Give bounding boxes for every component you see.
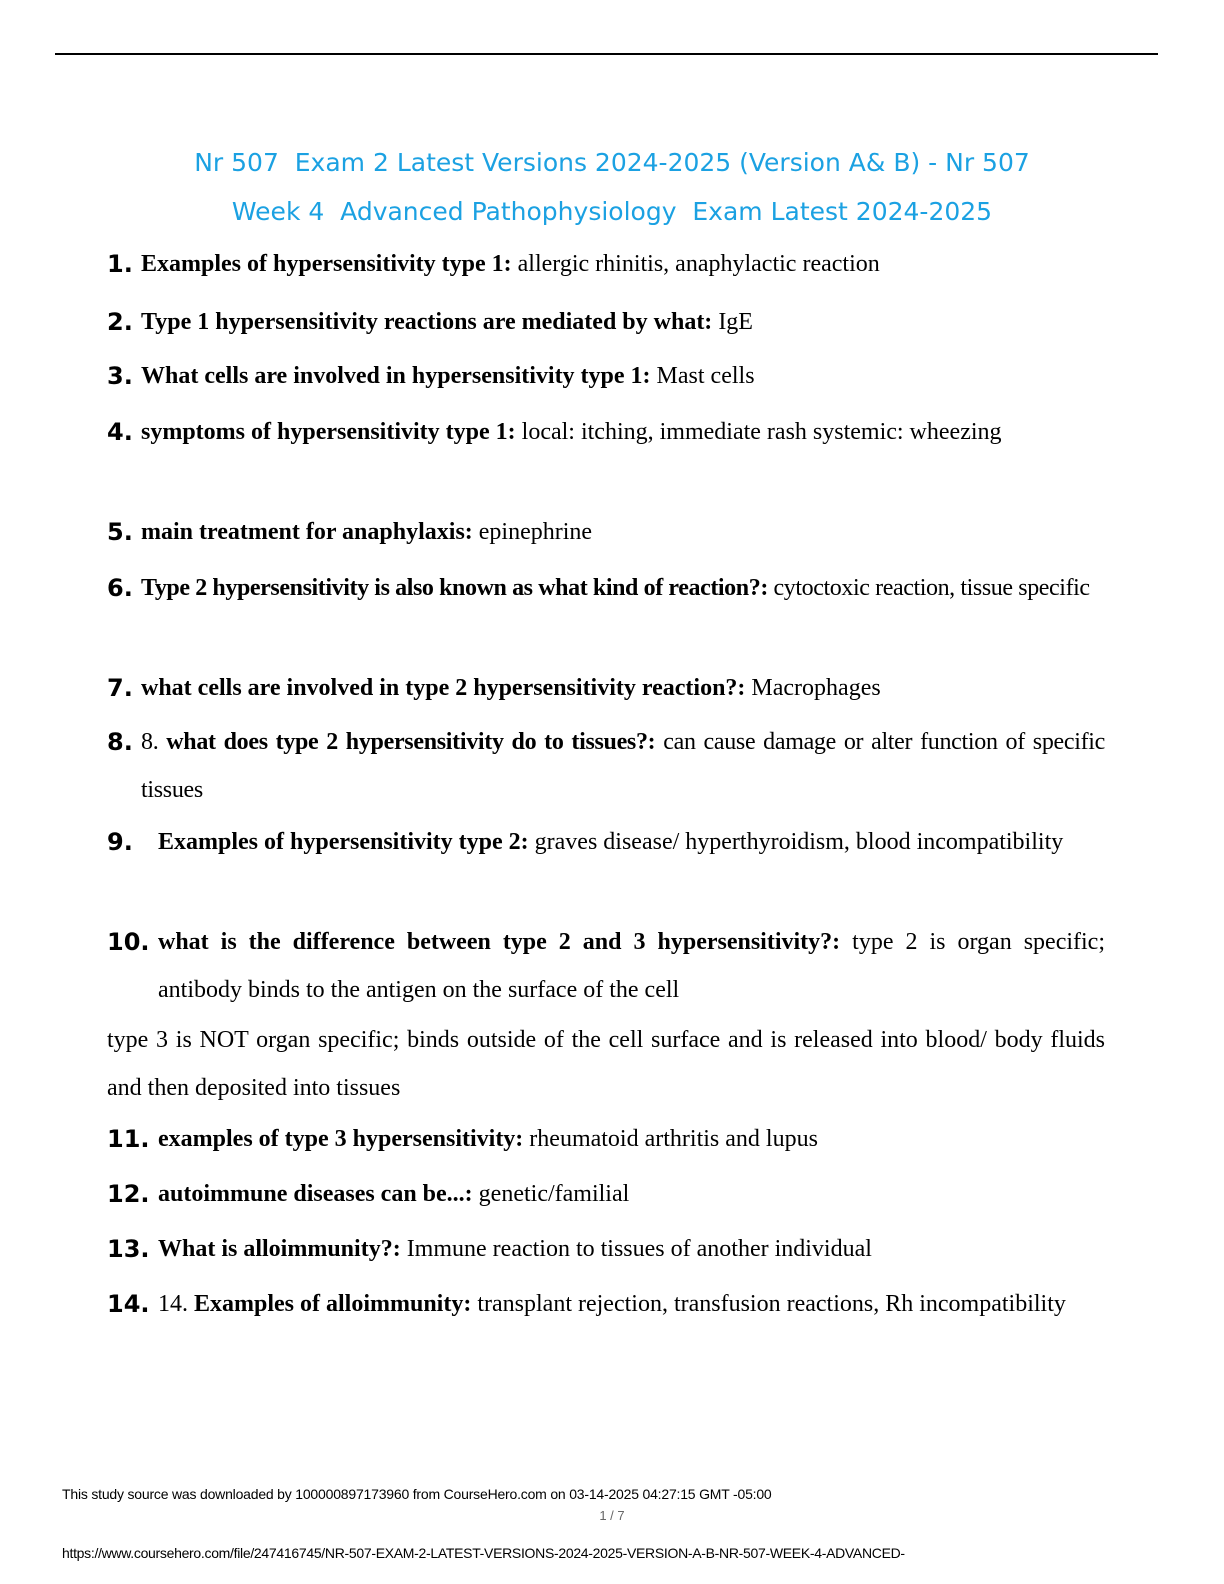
item-answer: rheumatoid arthritis and lupus — [523, 1126, 818, 1152]
item-question: What cells are involved in hypersensitivity type 1: — [141, 363, 651, 389]
item-question: symptoms of hypersensitivity type 1: — [141, 419, 516, 445]
item-text — [141, 240, 1105, 288]
item-text — [141, 564, 1105, 612]
top-divider — [55, 53, 1158, 55]
item-answer: transplant rejection, transfusion reactions, Rh incompatibility — [471, 1291, 1066, 1317]
item-question: what cells are involved in type 2 hypersensitivity reaction?: — [141, 675, 746, 701]
item-answer: IgE — [712, 309, 753, 335]
item-text — [158, 1115, 1105, 1163]
item-text — [158, 818, 1105, 866]
item-question: Examples of hypersensitivity type 1: — [141, 251, 512, 277]
item-number: 3. — [107, 362, 133, 390]
item-text: 8. what does type 2 hypersensitivity do to tissues?: can cause damage or alter function of specific tissues — [141, 729, 1105, 803]
item-number: 4. — [107, 418, 133, 446]
item-number: 8. — [107, 728, 133, 756]
item-answer: genetic/familial — [472, 1181, 630, 1207]
page-indicator: 1 / 7 — [599, 1508, 625, 1523]
item-text — [158, 918, 1105, 1014]
item-text — [158, 1170, 1105, 1218]
title-line-1: Nr 507 Exam 2 Latest Versions 2024-2025 (Version A& B) - Nr 507 — [194, 148, 1030, 177]
item-question: Examples of alloimmunity: — [194, 1291, 472, 1317]
item-question: what does type 2 hypersensitivity do to tissues?: — [166, 729, 656, 755]
item-question: what is the difference between type 2 and 3 hypersensitivity?: — [158, 929, 841, 955]
item-text — [141, 508, 1105, 556]
item-answer: cytoctoxic reaction, tissue specific — [767, 575, 1090, 601]
item-number: 9. — [107, 828, 133, 856]
item-answer: allergic rhinitis, anaphylactic reaction — [511, 251, 880, 277]
source-url-link[interactable]: https://www.coursehero.com/file/247416745/NR-507-EXAM-2-LATEST-VERSIONS-2024-2025-VERSION-A-B-NR-507-WEEK-4-ADVANCED- — [62, 1545, 905, 1561]
item-answer: type 2 is organ specific; antibody binds to the antigen on the surface of the cell — [158, 929, 1105, 1003]
source-notice: This study source was downloaded by 100000897173960 from CourseHero.com on 03-14-2025 04:27:15 GMT -05:00 — [62, 1486, 772, 1502]
document-title — [100, 138, 1124, 236]
item-text — [141, 352, 1105, 400]
item-question: main treatment for anaphylaxis: — [141, 519, 473, 545]
item-number: 2. — [107, 308, 133, 336]
item-question: examples of type 3 hypersensitivity: — [158, 1126, 524, 1152]
item-question: What is alloimmunity?: — [158, 1236, 401, 1262]
item-number: 1. — [107, 250, 133, 278]
item-answer: Mast cells — [650, 363, 755, 389]
item-question: autoimmune diseases can be...: — [158, 1181, 473, 1207]
item-question: Type 1 hypersensitivity reactions are mediated by what: — [141, 309, 713, 335]
item-answer: Macrophages — [745, 675, 881, 701]
item-text — [141, 408, 1105, 456]
item-number: 5. — [107, 518, 133, 546]
item-number: 11. — [107, 1125, 150, 1153]
item-number: 13. — [107, 1235, 150, 1263]
item-answer: can cause damage or alter function of specific tissues — [141, 729, 1105, 803]
item-number: 6. — [107, 574, 133, 602]
item-text — [141, 298, 1105, 346]
title-line-2: Week 4 Advanced Pathophysiology Exam Latest 2024-2025 — [231, 197, 993, 226]
item-answer: local: itching, immediate rash systemic: wheezing — [515, 419, 1002, 445]
item-text — [158, 1225, 1105, 1273]
item-answer: epinephrine — [472, 519, 593, 545]
item-number: 7. — [107, 674, 133, 702]
item-10-continuation: type 3 is NOT organ specific; binds outside of the cell surface and is released into blood/ body fluids and then deposited into tissues — [107, 1027, 1105, 1101]
item-text: 14. Examples of alloimmunity: transplant rejection, transfusion reactions, Rh incompatibility — [158, 1291, 1066, 1317]
item-text — [141, 664, 1105, 712]
item-question: Examples of hypersensitivity type 2: — [158, 829, 529, 855]
item-question: Type 2 hypersensitivity is also known as what kind of reaction?: — [141, 575, 768, 601]
item-answer: graves disease/ hyperthyroidism, blood incompatibility — [528, 829, 1064, 855]
item-number: 12. — [107, 1180, 150, 1208]
item-number: 14. — [107, 1290, 150, 1318]
item-answer: Immune reaction to tissues of another individual — [400, 1236, 872, 1262]
item-number: 10. — [107, 928, 150, 956]
